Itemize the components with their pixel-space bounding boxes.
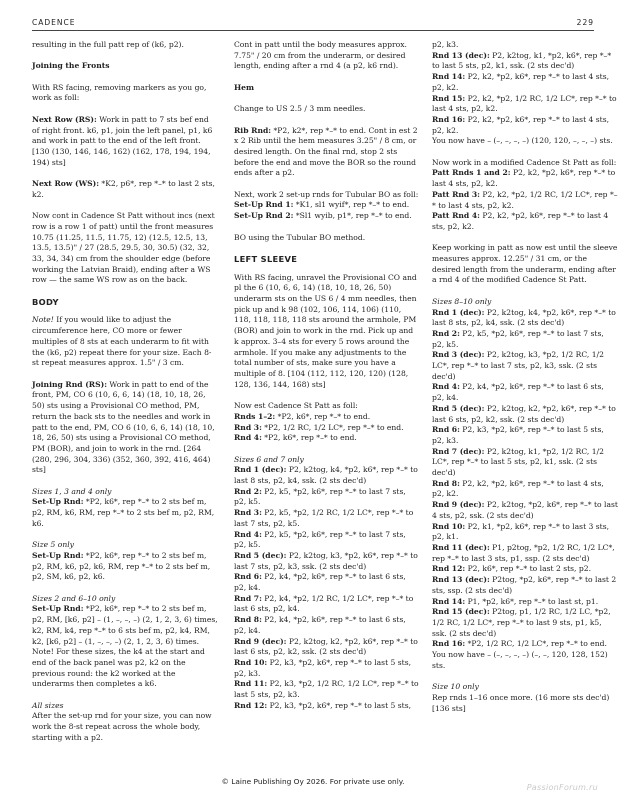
watermark: PassionForum.ru — [526, 783, 598, 792]
paragraph-text: P2, k2tog, k2, *p2, k6*, rep *–* to last 6 sts, p2, k2, ssk. (2 sts dec'd) — [234, 636, 418, 657]
bold-label: Rnd 1 (dec): — [432, 307, 485, 317]
paragraph-text: P2, k5, *p2, 1/2 RC, 1/2 LC*, rep *–* to last 7 sts, p2, k5. — [234, 508, 414, 528]
bold-label: Next Row (WS): — [32, 179, 100, 189]
bold-label: Rnd 9 (dec): — [234, 636, 287, 646]
bold-label: Set-Up Rnd: — [32, 550, 84, 560]
paragraph — [432, 682, 618, 693]
paragraph — [432, 350, 618, 382]
paragraph — [432, 500, 618, 521]
paragraph-text: *P2, k6*, rep *–* to 2 sts bef m, p2, RM, k6, p2, k6, RM, rep *–* to 2 sts bef m, p2, SM, k6, p2, k6. — [32, 550, 211, 582]
paragraph — [234, 233, 420, 244]
paragraph-text: You now have – (–, –, –, –) (–, –, 120, 128, 152) sts. — [432, 650, 608, 670]
paragraph — [234, 126, 420, 180]
paragraph — [32, 604, 218, 690]
bold-label: Rnd 13 (dec): — [432, 575, 490, 585]
paragraph — [32, 540, 218, 551]
bold-label: Rnd 6: — [234, 572, 262, 582]
paragraph — [234, 658, 420, 679]
paragraph-text: P2, k2, *p2, k6*, rep *–* to last 4 sts, p2, k2. — [432, 478, 604, 499]
paragraph-text: Keep working in patt as now est until the sleeve measures approx. 12.25" / 31 cm, or the desired length from the underarm, ending after a rnd 4 of the modified Cadence St Patt. — [432, 243, 618, 285]
paragraph — [234, 487, 420, 508]
paragraph — [432, 597, 618, 608]
bold-label: Rnd 14: — [432, 72, 466, 82]
paragraph — [432, 243, 618, 286]
bold-label: Rnd 3: — [234, 422, 262, 432]
paragraph-text: *P2, k6*, rep *–* to end. — [275, 411, 371, 421]
paragraph-text: P2, k2, *p2, k6*, rep *–* to last 4 sts, p2, k2. — [432, 72, 610, 92]
paragraph — [234, 594, 420, 615]
bold-label: Rnd 12: — [432, 564, 466, 574]
paragraph-text: With RS facing, removing markers as you go, work as foll: — [32, 82, 207, 103]
paragraph — [432, 72, 618, 93]
bold-label: Patt Rnd 4: — [432, 211, 480, 221]
bold-label: Rnd 4: — [234, 529, 262, 539]
bold-label: Next Row (RS): — [32, 114, 97, 124]
paragraph-text: P2, k2tog, k1, *p2, 1/2 RC, 1/2 LC*, rep *–* to last 5 sts, p2, k1, ssk. (2 sts dec'd) — [432, 446, 604, 478]
paragraph-text: If you would like to adjust the circumference here, CO more or fewer multiples of 8 sts at each underarm to fit with the (k6, p2) repeat there for your size. Each 8-st repeat measures approx. 1.5" / 3 cm. — [32, 315, 212, 368]
bold-label: Set-Up Rnd: — [32, 497, 84, 507]
bold-label: Patt Rnd 3: — [432, 189, 480, 199]
paragraph — [432, 40, 618, 51]
paragraph — [432, 650, 618, 671]
paragraph — [432, 115, 618, 136]
italic-label: Size 10 only — [432, 682, 479, 692]
paragraph — [432, 382, 618, 403]
paragraph — [432, 297, 618, 308]
bold-label: Rnd 8: — [432, 478, 460, 488]
paragraph — [32, 487, 218, 498]
paragraph — [234, 465, 420, 486]
paragraph-text: BO using the Tubular BO method. — [234, 232, 366, 242]
header-title: CADENCE — [32, 18, 76, 27]
paragraph — [234, 551, 420, 572]
paragraph-text: P2, k2tog, k3, *p2, k6*, rep *–* to last 7 sts, p2, k3, ssk. (2 sts dec'd) — [234, 550, 418, 571]
paragraph-text: Work in patt to 7 sts bef end of right front. k6, p1, join the left panel, p1, k6 and work in patt to the end of the left front. [130 (130, 146, 146, 162) (162, 178, 194, 194, 194) sts] — [32, 114, 213, 167]
paragraph-text: P2, k3, *p2, k6*, rep *–* to last 5 sts, p2, k3. — [234, 657, 412, 678]
column-2 — [234, 40, 420, 711]
bold-label: Hem — [234, 82, 255, 92]
paragraph — [432, 522, 618, 543]
paragraph — [32, 315, 218, 369]
bold-label: Rnd 11: — [234, 679, 268, 689]
paragraph-text: P2, k5, *p2, k6*, rep *–* to last 7 sts, p2, k5. — [234, 529, 406, 550]
paragraph — [234, 637, 420, 658]
paragraph-text: *P2, k6*, rep *–* to 2 sts bef m, p2, RM, k6, RM, rep *–* to 2 sts bef m, p2, RM, k6. — [32, 497, 215, 528]
paragraph-text: *Sl1 wyib, p1*, rep *–* to end. — [293, 211, 412, 221]
paragraph — [432, 158, 618, 169]
paragraph — [432, 404, 618, 425]
paragraph — [432, 564, 618, 575]
paragraph — [32, 179, 218, 200]
paragraph — [234, 104, 420, 115]
paragraph-text: resulting in the full patt rep of (k6, p2). — [32, 40, 184, 49]
italic-label: Sizes 2 and 6–10 only — [32, 593, 116, 603]
paragraph — [234, 508, 420, 529]
paragraph — [432, 94, 618, 115]
bold-label: Rnd 16: — [432, 639, 466, 649]
paragraph-text: *P2, k2*, rep *–* to end. Cont in est 2 x 2 Rib until the hem measures 3.25" / 8 cm, or desired length. On the final rnd, stop 2 sts before the end and move the BOR so the round ends after a p2. — [234, 125, 418, 178]
bold-label: Rnd 13 (dec): — [432, 50, 490, 60]
paragraph-text: Work in patt to end of the front, PM, CO 6 (10, 6, 6, 14) (18, 10, 18, 26, 50) sts using a Provisional CO method, PM, return the back sts to the needles and work in patt to the end, PM, CO 6 (10, 6, 6, 14) (18, 10, 18, 26, 50) sts using a Provisional CO method, PM (BOR), and join to work in the rnd. [264 (280, 296, 304, 336) (352, 360, 392, 416, 464) sts] — [32, 379, 215, 475]
paragraph-text: Change to US 2.5 / 3 mm needles. — [234, 104, 366, 114]
bold-label: Rnd 6: — [432, 425, 460, 435]
bold-label: Set-Up Rnd: — [32, 604, 84, 614]
paragraph-text: Now cont in Cadence St Patt without incs (next row is a row 1 of patt) until the front measures 10.75 (11.25, 11.5, 11.75, 12) (12.5, 12.5, 13, 13.5, 13.5)" / 27 (28.5, 29.5, 30, 30.5) (32, 32, 33, 34, 34) cm from the shoulder edge (before working the Latvian Braid), ending after a WS row — the same WS row as on the back. — [32, 211, 215, 285]
paragraph — [234, 679, 420, 700]
paragraph — [32, 380, 218, 476]
paragraph-text: P2, k2, *p2, k6*, rep *–* to last 4 sts, p2, k2. — [432, 114, 610, 135]
bold-label: Rib Rnd: — [234, 125, 272, 135]
paragraph — [234, 615, 420, 636]
paragraph-text: Now est Cadence St Patt as foll: — [234, 401, 358, 411]
paragraph-text: P2, k6*, rep *–* to last 2 sts, p2. — [465, 564, 591, 574]
paragraph — [432, 575, 618, 596]
italic-label: Sizes 8–10 only — [432, 296, 492, 306]
section-heading: LEFT SLEEVE — [234, 253, 298, 264]
paragraph-text: P2, k2tog, k2, *p2, k6*, rep *–* to last 6 sts, p2, k2, ssk. (2 sts dec'd) — [432, 403, 616, 424]
paragraph — [32, 711, 218, 743]
paragraph-text: P2, k2, *p2, k6*, rep *–* to last 4 sts, p2, k2. — [432, 168, 616, 189]
paragraph-text: Now work in a modified Cadence St Patt as foll: — [432, 157, 617, 167]
paragraph — [234, 40, 420, 72]
italic-label: Note! — [32, 315, 54, 325]
paragraph-text: *P2, k6*, rep *–* to end. — [261, 433, 357, 443]
bold-label: Joining the Fronts — [32, 61, 110, 71]
italic-label: Sizes 1, 3 and 4 only — [32, 486, 112, 496]
paragraph — [432, 51, 618, 72]
bold-label: Rnds 1–2: — [234, 411, 276, 421]
paragraph-text: P2, k2tog, *p2, k6*, rep *–* to last 4 sts, p2, ssk. (2 sts dec'd) — [432, 500, 618, 520]
paragraph-text: P2, k2tog, k4, *p2, k6*, rep *–* to last 8 sts, p2, k4, ssk. (2 sts dec'd) — [432, 307, 616, 328]
bold-label: Rnd 11 (dec): — [432, 543, 490, 552]
paragraph-text: P2, k3, *p2, k6*, rep *–* to last 5 sts, — [267, 700, 412, 710]
paragraph-text: P2, k4, *p2, 1/2 RC, 1/2 LC*, rep *–* to last 6 sts, p2, k4. — [234, 593, 414, 614]
bold-label: Rnd 5 (dec): — [234, 550, 287, 560]
paragraph-text: Next, work 2 set-up rnds for Tubular BO as foll: — [234, 189, 419, 199]
bold-label: Rnd 1 (dec): — [234, 465, 287, 475]
paragraph — [432, 136, 618, 147]
paragraph-text: P2, k4, *p2, k6*, rep *–* to last 6 sts, p2, k4. — [432, 382, 604, 403]
bold-label: Rnd 7 (dec): — [432, 446, 485, 456]
paragraph — [432, 329, 618, 350]
paragraph-text: P2, k2tog, k1, *p2, k6*, rep *–* to last 5 sts, p2, k1, ssk. (2 sts dec'd) — [432, 50, 612, 71]
paragraph-text: With RS facing, unravel the Provisional CO and pl the 6 (10, 6, 6, 14) (18, 10, 18, 26, 50) underarm sts on the US 6 / 4 mm needles, then pick up and k 98 (102, 106, 114, 106) (110, 118, 118, 118, 118 sts around the armhole, PM (BOR) and join to work in the rnd. Pick up and k approx. 3–4 sts for every 5 rows around the armhole. If you make any adjustments to the total number of sts, make sure you have a multiple of 8. [104 (112, 112, 120, 120) (128, 128, 136, 144, 168) sts] — [234, 272, 417, 389]
bold-label: Rnd 3 (dec): — [432, 350, 485, 360]
bold-label: Rnd 7: — [234, 593, 262, 603]
italic-label: All sizes — [32, 700, 64, 710]
bold-label: Rnd 4: — [234, 433, 262, 443]
paragraph — [432, 543, 618, 564]
paragraph-text: *P2, 1/2 RC, 1/2 LC*, rep *–* to end. — [465, 639, 607, 649]
bold-label: Rnd 15 (dec): — [432, 607, 490, 617]
bold-label: Rnd 16: — [432, 114, 466, 124]
copyright-footer: © Laine Publishing Oy 2026. For private use only. — [221, 777, 405, 786]
italic-label: Size 5 only — [32, 540, 74, 550]
bold-label: Rnd 5 (dec): — [432, 403, 485, 413]
paragraph — [432, 425, 618, 446]
paragraph-text: Cont in patt until the body measures approx. 7.75" / 20 cm from the underarm, or desired length, ending after a rnd 4 (a p2, k6 rnd). — [234, 40, 407, 71]
bold-label: Set-Up Rnd 1: — [234, 200, 294, 210]
paragraph-text: P1, p2tog, *p2, 1/2 RC, 1/2 LC*, rep *–* to last 3 sts, p1, ssp. (2 sts dec'd) — [432, 543, 615, 563]
paragraph — [432, 693, 618, 714]
paragraph — [32, 211, 218, 286]
paragraph — [234, 190, 420, 201]
paragraph — [234, 530, 420, 551]
paragraph — [234, 433, 420, 444]
paragraph — [432, 308, 618, 329]
column-1 — [32, 40, 218, 754]
paragraph-text: p2, k3. — [432, 40, 459, 49]
header-rule — [32, 30, 594, 31]
bold-label: Rnd 10: — [234, 657, 268, 667]
paragraph — [432, 447, 618, 479]
paragraph-text: *K2, p6*, rep *–* to last 2 sts, k2. — [32, 179, 215, 199]
paragraph — [234, 455, 420, 466]
running-header — [32, 14, 594, 30]
paragraph — [32, 497, 218, 529]
paragraph — [234, 83, 420, 94]
paragraph — [32, 594, 218, 605]
section-heading: BODY — [32, 296, 59, 307]
paragraph-text: P2, k2tog, k3, *p2, 1/2 RC, 1/2 LC*, rep *–* to last 7 sts, p2, k3, ssk. (2 sts dec'd) — [432, 350, 604, 381]
bold-label: Rnd 2: — [432, 328, 460, 338]
paragraph — [234, 401, 420, 412]
paragraph-text: *P2, k6*, rep *–* to 2 sts bef m, p2, RM, [k6, p2] – (1, –, –, –) (2, 1, 2, 3, 6) times, k2, RM, k4, rep *–* to 6 sts bef m, p2, k4, RM, k2, [k6, p2] – (1, –, –, –) (2, 1, 2, 3, 6) times. Note! For these sizes, the k4 at the start and end of the back panel was p2, k2 on the previous round: the k2 worked at the underarms then completes a k6. — [32, 604, 218, 689]
bold-label: Rnd 4: — [432, 382, 460, 392]
paragraph — [234, 701, 420, 712]
paragraph-text: *K1, sl1 wyif*, rep *–* to end. — [293, 200, 410, 210]
paragraph-text: P2tog, *p2, k6*, rep *–* to last 2 sts, ssp. (2 sts dec'd) — [432, 575, 617, 595]
paragraph-text: P2, k3, *p2, k6*, rep *–* to last 5 sts, p2, k3. — [432, 425, 604, 445]
bold-label: Rnd 14: — [432, 596, 466, 606]
bold-label: Set-Up Rnd 2: — [234, 211, 294, 221]
paragraph — [432, 168, 618, 189]
bold-label: Rnd 10: — [432, 521, 466, 531]
paragraph — [234, 273, 420, 391]
paragraph — [32, 83, 218, 104]
bold-label: Rnd 3: — [234, 508, 262, 518]
paragraph-text: P2, k4, *p2, k6*, rep *–* to last 6 sts, p2, k4. — [234, 615, 406, 635]
paragraph — [432, 190, 618, 211]
paragraph — [234, 423, 420, 434]
paragraph — [32, 701, 218, 712]
paragraph — [32, 115, 218, 169]
paragraph-text: P1, *p2, k6*, rep *–* to last st, p1. — [465, 596, 599, 606]
paragraph-text: P2, k4, *p2, k6*, rep *–* to last 6 sts, p2, k4. — [234, 572, 406, 593]
paragraph-text: *P2, 1/2 RC, 1/2 LC*, rep *–* to end. — [261, 422, 404, 432]
italic-label: Sizes 6 and 7 only — [234, 454, 304, 464]
paragraph — [432, 479, 618, 500]
bold-label: Rnd 8: — [234, 615, 262, 625]
paragraph-text: You now have – (–, –, –, –) (120, 120, –, –, –) sts. — [432, 136, 613, 146]
bold-label: Joining Rnd (RS): — [32, 379, 107, 389]
paragraph-text: P2, k1, *p2, k6*, rep *–* to last 3 sts, p2, k1. — [432, 521, 610, 542]
bold-label: Rnd 9 (dec): — [432, 500, 485, 510]
paragraph-text: P2, k2, *p2, k6*, rep *–* to last 4 sts, p2, k2. — [432, 211, 609, 231]
paragraph-text: P2, k5, *p2, k6*, rep *–* to last 7 sts, p2, k5. — [234, 486, 406, 507]
paragraph — [32, 551, 218, 583]
bold-label: Rnd 15: — [432, 93, 466, 103]
paragraph-text: P2, k3, *p2, 1/2 RC, 1/2 LC*, rep *–* to last 5 sts, p2, k3. — [234, 679, 419, 700]
paragraph — [234, 211, 420, 222]
paragraph — [432, 607, 618, 639]
paragraph — [432, 211, 618, 232]
bold-label: Patt Rnds 1 and 2: — [432, 168, 511, 178]
bold-label: Rnd 12: — [234, 700, 268, 710]
paragraph-text: After the set-up rnd for your size, you can now work the 8-st repeat across the whole body, starting with a p2. — [32, 711, 212, 742]
paragraph — [234, 200, 420, 211]
paragraph — [432, 639, 618, 650]
page-number: 229 — [576, 18, 594, 27]
paragraph-text: P2, k5, *p2, k6*, rep *–* to last 7 sts, p2, k5. — [432, 328, 604, 349]
paragraph-text: P2, k2tog, k4, *p2, k6*, rep *–* to last 8 sts, p2, k4, ssk. (2 sts dec'd) — [234, 465, 418, 485]
paragraph — [234, 572, 420, 593]
paragraph-text: P2, k2, *p2, 1/2 RC, 1/2 LC*, rep *–* to last 4 sts, p2, k2. — [432, 189, 618, 210]
bold-label: Rnd 2: — [234, 486, 262, 496]
paragraph-text: P2tog, p1, 1/2 RC, 1/2 LC, *p2, 1/2 RC, 1/2 LC*, rep *–* to last 9 sts, p1, k5, ssk. (2 sts dec'd) — [432, 607, 611, 638]
column-3 — [432, 40, 618, 725]
paragraph — [32, 40, 218, 51]
paragraph-text: Rep rnds 1–16 once more. (16 more sts dec'd) [136 sts] — [432, 692, 610, 713]
paragraph — [32, 61, 218, 72]
paragraph-text: P2, k2, *p2, 1/2 RC, 1/2 LC*, rep *–* to last 4 sts, p2, k2. — [432, 93, 617, 114]
paragraph — [234, 412, 420, 423]
